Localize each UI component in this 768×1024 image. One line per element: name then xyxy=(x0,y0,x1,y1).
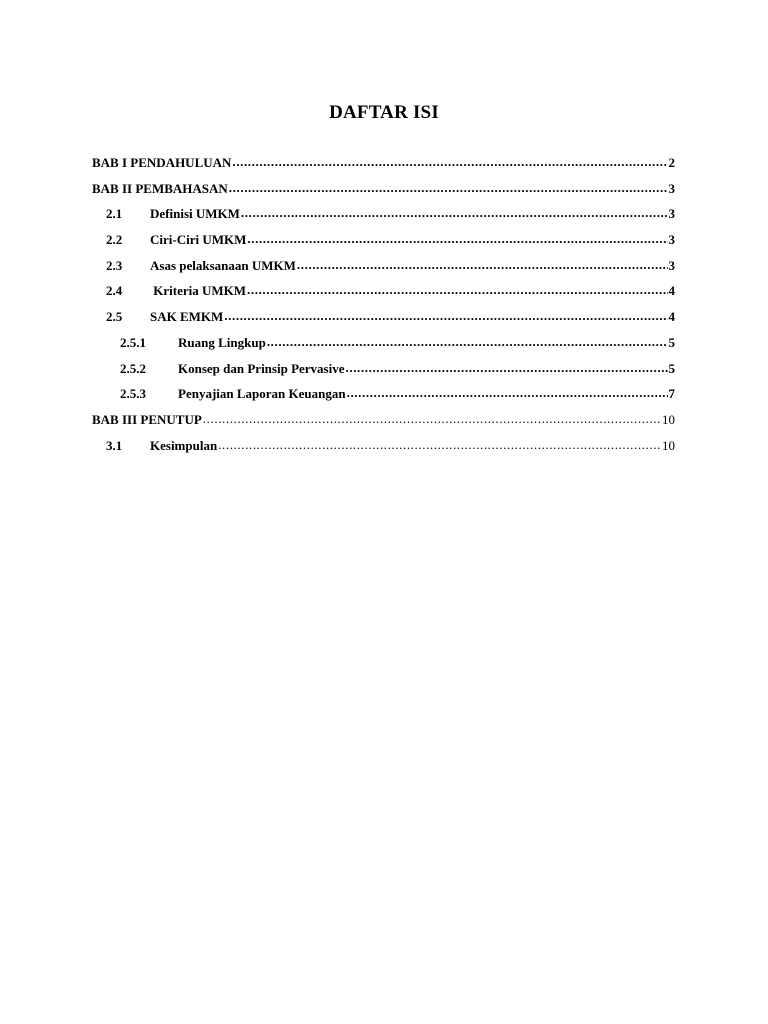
toc-entry-number: 3.1 xyxy=(106,437,123,453)
toc-entry-page: 3 xyxy=(668,257,675,273)
toc-entry-page: 4 xyxy=(668,283,675,299)
toc-dot-leader xyxy=(203,411,661,427)
page-title: DAFTAR ISI xyxy=(329,102,439,123)
toc-entry[interactable] xyxy=(92,335,675,361)
toc-entry-label: Kriteria UMKM xyxy=(150,283,247,299)
toc-entry[interactable] xyxy=(92,258,675,284)
toc-entry-page: 3 xyxy=(668,180,675,196)
toc-dot-leader xyxy=(247,282,667,298)
toc-entry-page: 10 xyxy=(662,411,675,427)
toc-entry-number: 2.5 xyxy=(106,309,123,325)
toc-entry[interactable] xyxy=(92,283,675,309)
toc-dot-leader xyxy=(229,180,668,196)
toc-entry-page: 4 xyxy=(668,309,675,325)
toc-dot-leader xyxy=(347,385,668,401)
toc-entry-number: 2.5.2 xyxy=(120,360,146,376)
toc-entry[interactable] xyxy=(92,386,675,412)
toc-entry[interactable] xyxy=(92,438,675,464)
toc-entry[interactable] xyxy=(92,412,675,438)
toc-entry[interactable] xyxy=(92,309,675,335)
toc-entry-number: 2.1 xyxy=(106,206,123,222)
toc-entry-label: BAB II PEMBAHASAN xyxy=(92,180,228,196)
toc-entry-label: Penyajian Laporan Keuangan xyxy=(178,386,346,402)
toc-dot-leader xyxy=(241,205,668,221)
toc-entry[interactable] xyxy=(92,232,675,258)
toc-entry-number: 2.4 xyxy=(106,283,123,299)
toc-entry-label: BAB I PENDAHULUAN xyxy=(92,155,232,170)
toc-entry[interactable] xyxy=(92,206,675,232)
toc-entry-label: Konsep dan Prinsip Pervasive xyxy=(178,360,345,376)
toc-dot-leader xyxy=(218,437,661,453)
toc-entry-page: 3 xyxy=(668,232,675,248)
toc-entry-label: Kesimpulan xyxy=(150,437,218,453)
table-of-contents xyxy=(92,155,675,463)
toc-dot-leader xyxy=(297,257,668,273)
toc-dot-leader xyxy=(267,334,668,350)
toc-entry[interactable] xyxy=(92,155,675,181)
toc-entry[interactable] xyxy=(92,361,675,387)
toc-entry-page: 10 xyxy=(662,437,675,453)
toc-entry-number: 2.2 xyxy=(106,232,123,248)
toc-entry-page: 3 xyxy=(668,206,675,222)
toc-entry-label: Ruang Lingkup xyxy=(178,334,266,350)
toc-entry-label: Definisi UMKM xyxy=(150,206,240,222)
toc-dot-leader xyxy=(247,231,667,247)
toc-entry[interactable] xyxy=(92,181,675,207)
toc-entry-number: 2.5.3 xyxy=(120,386,146,402)
toc-entry-page: 2 xyxy=(668,155,675,170)
toc-entry-number: 2.3 xyxy=(106,257,123,273)
toc-dot-leader xyxy=(232,154,667,170)
toc-entry-page: 5 xyxy=(668,334,675,350)
toc-entry-label: BAB III PENUTUP xyxy=(92,411,202,427)
toc-entry-label: Asas pelaksanaan UMKM xyxy=(150,257,296,273)
toc-entry-page: 5 xyxy=(668,360,675,376)
toc-entry-label: SAK EMKM xyxy=(150,309,224,325)
toc-entry-label: Ciri-Ciri UMKM xyxy=(150,232,247,248)
toc-entry-number: 2.5.1 xyxy=(120,334,146,350)
toc-dot-leader xyxy=(346,360,668,376)
toc-dot-leader xyxy=(224,308,667,324)
toc-entry-page: 7 xyxy=(668,386,675,402)
